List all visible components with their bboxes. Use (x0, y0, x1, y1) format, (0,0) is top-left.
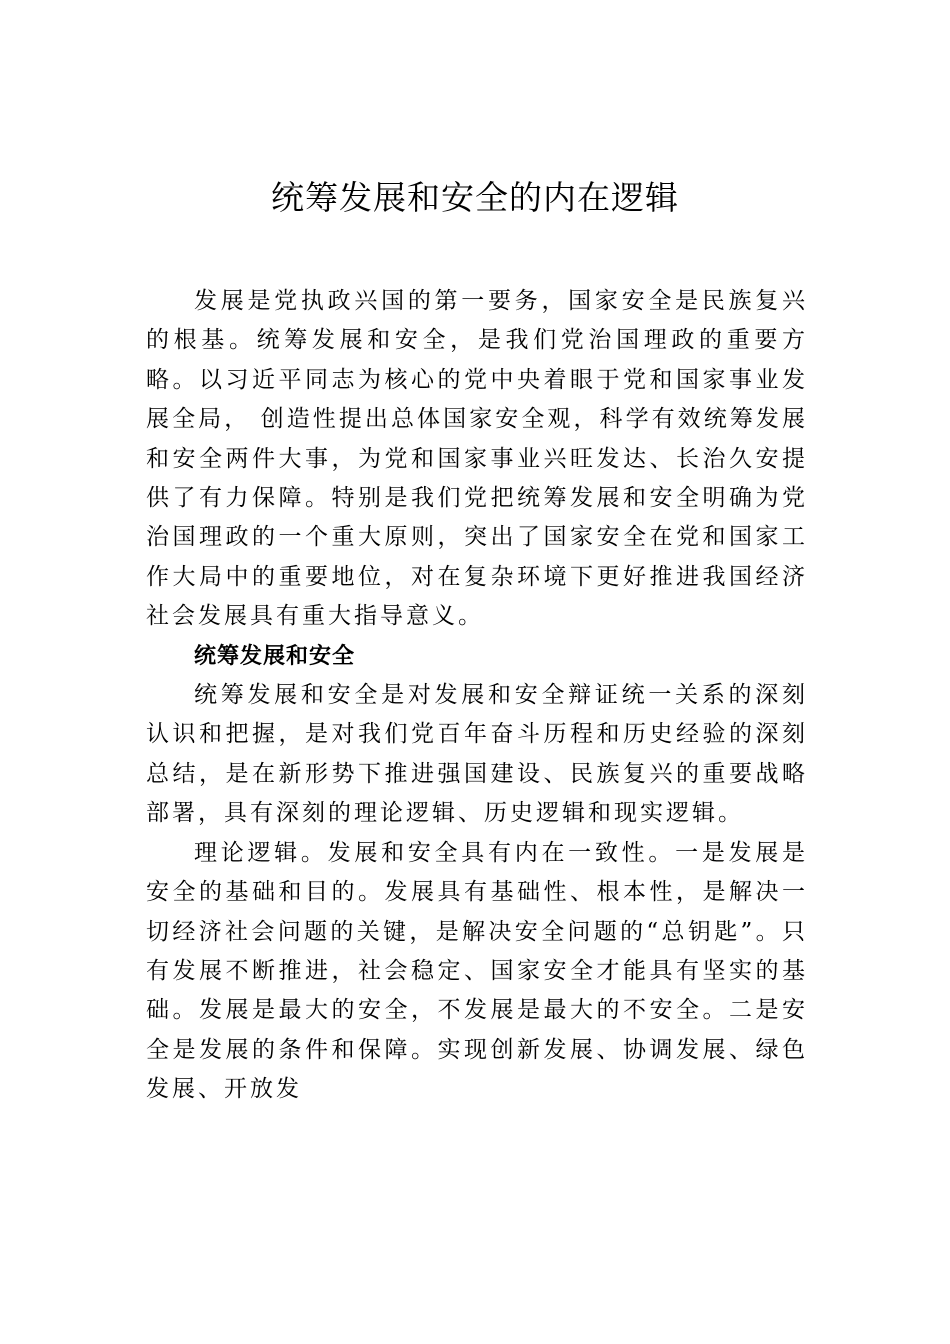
document-body (146, 282, 808, 1110)
paragraph-theory-logic: 理论逻辑。发展和安全具有内在一致性。一是发展是安全的基础和目的。发展具有基础性、根本性，是解决一切经济社会问题的关键，是解决安全问题的“总钥匙”。只有发展不断推进，社会稳定、国家安全才能具有坚实的基础。发展是最大的安全，不发展是最大的不安全。二是安全是发展的条件和保障。实现创新发展、协调发展、绿色发展、开放发 (146, 839, 808, 1103)
paragraph-intro: 发展是党执政兴国的第一要务，国家安全是民族复兴的根基。统筹发展和安全，是我们党治国理政的重要方略。以习近平同志为核心的党中央着眼于党和国家事业发展全局， 创造性提出总体国家安全观，科学有效统筹发展和安全两件大事，为党和国家事业兴旺发达、长治久安提供了有力保障。特别是我们党把统筹发展和安全明确为党治国理政的一个重大原则，突出了国家安全在党和国家工作大局中的重要地位，对在复杂环境下更好推进我国经济社会发展具有重大指导意义。 (146, 288, 808, 630)
section-heading: 统筹发展和安全 (194, 643, 356, 669)
paragraph-summary: 统筹发展和安全是对发展和安全辩证统一关系的深刻认识和把握，是对我们党百年奋斗历程和历史经验的深刻总结，是在新形势下推进强国建设、民族复兴的重要战略部署，具有深刻的理论逻辑、历史逻辑和现实逻辑。 (146, 682, 808, 827)
document-title: 统筹发展和安全的内在逻辑 (271, 178, 679, 217)
